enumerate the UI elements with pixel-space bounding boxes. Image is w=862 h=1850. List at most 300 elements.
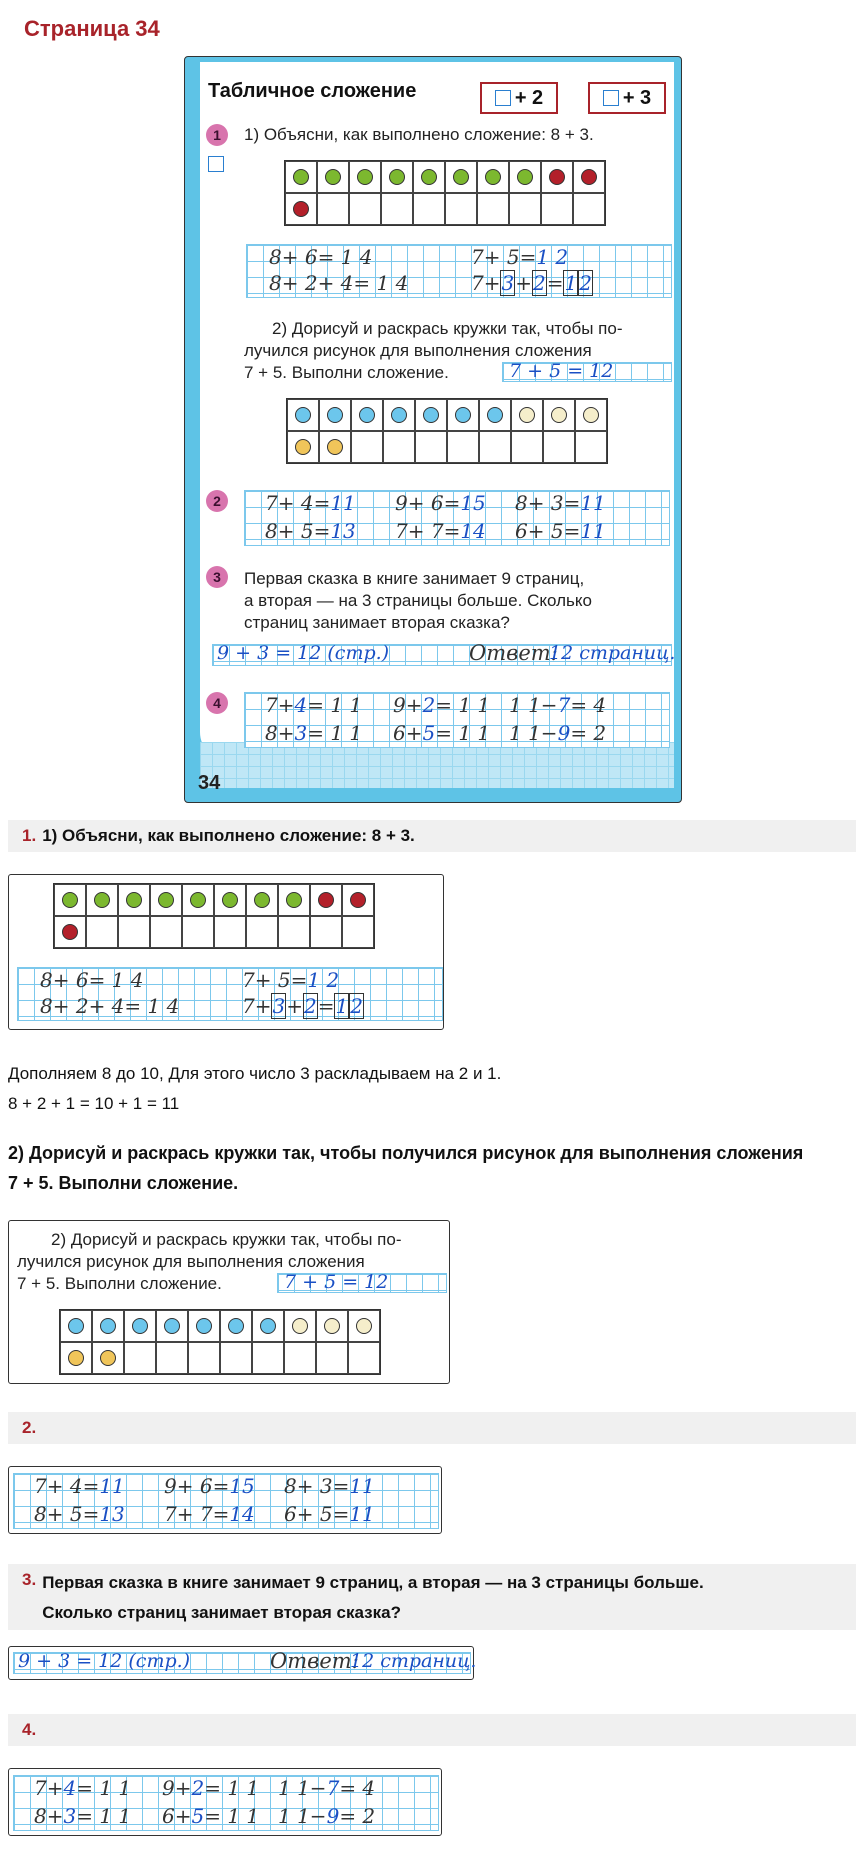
circle-green	[485, 169, 501, 185]
solution: 9 + 3 = 12 (стр.)	[217, 642, 390, 664]
frame-cell	[310, 884, 342, 916]
frame-cell	[351, 399, 383, 431]
frame-cell	[543, 431, 575, 463]
frame-cell	[317, 161, 349, 193]
frame-cell	[118, 916, 150, 948]
frame-cell	[252, 1342, 284, 1374]
ten-frame-8-plus-3	[284, 160, 606, 226]
expr: 1 1−	[509, 721, 558, 745]
question2-line2: 7 + 5. Выполни сложение.	[8, 1173, 239, 1193]
circle-blue	[260, 1318, 276, 1334]
frame-cell	[511, 399, 543, 431]
circle-green	[286, 892, 302, 908]
expr: 7+ 4=	[265, 491, 331, 515]
equation: 8+ 2+ 4= 1 4	[269, 271, 409, 295]
section1-part2-panel	[8, 1220, 450, 1384]
circle-cream	[324, 1318, 340, 1334]
answer: 1 2	[307, 968, 340, 992]
answer: 7	[557, 693, 571, 717]
expr: = 1 1	[435, 721, 491, 745]
empty-square-icon	[603, 90, 619, 106]
frame-cell	[246, 916, 278, 948]
frame-cell	[278, 884, 310, 916]
expr: 6+ 5=	[284, 1502, 350, 1526]
expr: 7+	[242, 994, 272, 1018]
equation	[265, 721, 362, 745]
explanation-line2: 8 + 2 + 1 = 10 + 1 = 11	[8, 1094, 180, 1113]
frame-cell	[445, 161, 477, 193]
task3-grid	[212, 641, 676, 666]
equation	[471, 271, 593, 295]
answer: 11	[330, 491, 356, 515]
frame-cell	[413, 193, 445, 225]
answer: 5	[422, 721, 436, 745]
frame-cell	[156, 1342, 188, 1374]
expr: 9+	[393, 693, 423, 717]
expr: =	[317, 994, 335, 1018]
frame-cell	[150, 916, 182, 948]
equation	[284, 1502, 375, 1526]
frame-cell	[220, 1310, 252, 1342]
circle-green	[126, 892, 142, 908]
explanation-line1: Дополняем 8 до 10, Для этого число 3 раскладываем на 2 и 1.	[8, 1064, 502, 1083]
equation: 8+ 6= 1 4	[40, 968, 144, 992]
task3-line3: страниц занимает вторая сказка?	[244, 613, 510, 632]
answer-box: 2	[350, 994, 363, 1018]
answer-box: 3	[272, 994, 286, 1018]
frame-cell	[349, 193, 381, 225]
frame-cell	[477, 161, 509, 193]
equation	[242, 994, 364, 1018]
equation	[515, 519, 606, 543]
circle-cream	[583, 407, 599, 423]
circle-cream	[519, 407, 535, 423]
frame-cell	[319, 431, 351, 463]
task1-question1: 1) Объясни, как выполнено сложение: 8 + 3.	[244, 125, 594, 144]
task3-line1: Первая сказка в книге занимает 9 страниц,	[244, 569, 585, 588]
circle-green	[158, 892, 174, 908]
frame-cell	[310, 916, 342, 948]
frame-cell	[445, 193, 477, 225]
circle-cream	[356, 1318, 372, 1334]
expr: = 1 1	[204, 1804, 260, 1828]
circle-green	[453, 169, 469, 185]
ten-frame-7-plus-5	[59, 1309, 381, 1375]
expr: 8+	[265, 721, 295, 745]
expr: 8+ 5=	[265, 519, 331, 543]
expr: = 1 1	[435, 693, 491, 717]
solution: 9 + 3 = 12 (стр.)	[18, 1650, 191, 1672]
task1-question2-line3: 7 + 5. Выполни сложение.	[17, 1274, 222, 1293]
circle-cream	[292, 1318, 308, 1334]
frame-cell	[413, 161, 445, 193]
equation: 8+ 2+ 4= 1 4	[40, 994, 180, 1018]
circle-green	[254, 892, 270, 908]
frame-cell	[284, 1342, 316, 1374]
answer: 14	[229, 1502, 255, 1526]
circle-green	[293, 169, 309, 185]
expr: = 1 1	[76, 1776, 132, 1800]
frame-cell	[86, 884, 118, 916]
expr: 7+ 7=	[164, 1502, 230, 1526]
circle-blue	[295, 407, 311, 423]
section-title-line2: Сколько страниц занимает вторая сказка?	[42, 1603, 401, 1622]
equation: 8+ 6= 1 4	[269, 245, 373, 269]
equation	[393, 693, 490, 717]
frame-cell	[285, 193, 317, 225]
answer: 11	[580, 519, 606, 543]
expr: = 2	[339, 1804, 376, 1828]
task2-grid	[244, 490, 670, 546]
frame-cell	[285, 161, 317, 193]
task1-question2-line1: 2) Дорисуй и раскрась кружки так, чтобы по-	[272, 319, 623, 338]
answer-box: 1	[335, 994, 349, 1018]
expr: 7+ 5=	[242, 968, 308, 992]
frame-cell	[383, 431, 415, 463]
expr: = 1 1	[76, 1804, 132, 1828]
answer: 7	[326, 1776, 340, 1800]
section-number: 4.	[22, 1720, 37, 1739]
frame-cell	[54, 884, 86, 916]
circle-blue	[164, 1318, 180, 1334]
frame-cell	[477, 193, 509, 225]
frame-cell	[252, 1310, 284, 1342]
answer: 7 + 5 = 12	[509, 360, 614, 382]
section2-image-panel	[8, 1466, 442, 1534]
ten-frame-7-plus-5	[286, 398, 608, 464]
circle-blue	[132, 1318, 148, 1334]
expr: 6+	[162, 1804, 192, 1828]
circle-cream	[551, 407, 567, 423]
expr: +	[286, 994, 303, 1018]
frame-cell	[317, 193, 349, 225]
frame-cell	[86, 916, 118, 948]
circle-red	[318, 892, 334, 908]
frame-cell	[383, 399, 415, 431]
circle-green	[325, 169, 341, 185]
equation	[395, 491, 486, 515]
equation	[265, 491, 356, 515]
frame-cell	[381, 193, 413, 225]
answer: 7 + 5 = 12	[284, 1271, 389, 1293]
section4-header	[8, 1714, 856, 1746]
equation	[164, 1474, 255, 1498]
equation	[515, 491, 606, 515]
circle-green	[357, 169, 373, 185]
circle-orange	[100, 1350, 116, 1366]
expr: 6+	[393, 721, 423, 745]
circle-red	[350, 892, 366, 908]
section3-header	[8, 1564, 856, 1630]
circle-blue	[100, 1318, 116, 1334]
task2-grid	[13, 1473, 439, 1529]
expr: +	[515, 271, 532, 295]
expr: = 4	[339, 1776, 376, 1800]
task1-grid	[17, 967, 443, 1021]
frame-cell	[509, 193, 541, 225]
frame-cell	[220, 1342, 252, 1374]
answer: 12 страниц.	[549, 642, 676, 664]
expr: 7+ 7=	[395, 519, 461, 543]
frame-cell	[150, 884, 182, 916]
answer: 4	[294, 693, 308, 717]
frame-cell	[60, 1342, 92, 1374]
expr: 8+	[34, 1804, 64, 1828]
answer: 4	[63, 1776, 77, 1800]
frame-cell	[316, 1342, 348, 1374]
answer: 14	[460, 519, 486, 543]
circle-blue	[359, 407, 375, 423]
answer: 13	[99, 1502, 125, 1526]
frame-cell	[479, 399, 511, 431]
expr: 7+	[265, 693, 295, 717]
question2-line1: 2) Дорисуй и раскрась кружки так, чтобы получился рисунок для выполнения сложения	[8, 1143, 804, 1163]
frame-cell	[575, 399, 607, 431]
expr: 8+ 5=	[34, 1502, 100, 1526]
frame-cell	[124, 1342, 156, 1374]
task1-answer-grid	[277, 1273, 447, 1293]
task1-question2-line3: 7 + 5. Выполни сложение.	[244, 363, 449, 382]
equation	[162, 1804, 259, 1828]
frame-cell	[54, 916, 86, 948]
badge-label: + 3	[622, 86, 652, 109]
task-number-3: 3	[206, 566, 228, 588]
section-title-line1: Первая сказка в книге занимает 9 страниц, а вторая — на 3 страницы больше.	[42, 1573, 704, 1592]
answer: 3	[63, 1804, 77, 1828]
frame-cell	[381, 161, 413, 193]
equation	[284, 1474, 375, 1498]
equation	[164, 1502, 255, 1526]
frame-cell	[319, 399, 351, 431]
task1-question2-line1: 2) Дорисуй и раскрась кружки так, чтобы по-	[51, 1230, 402, 1249]
expr: 1 1−	[509, 693, 558, 717]
circle-blue	[68, 1318, 84, 1334]
answer: 11	[349, 1474, 375, 1498]
expr: 8+ 3=	[515, 491, 581, 515]
section-title: 1) Объясни, как выполнено сложение: 8 + 3.	[42, 826, 415, 845]
frame-cell	[415, 399, 447, 431]
frame-cell	[287, 399, 319, 431]
circle-green	[190, 892, 206, 908]
frame-cell	[351, 431, 383, 463]
equation	[162, 1776, 259, 1800]
circle-blue	[423, 407, 439, 423]
circle-green	[62, 892, 78, 908]
circle-green	[421, 169, 437, 185]
answer: 2	[191, 1776, 205, 1800]
circle-green	[389, 169, 405, 185]
textbook-footer-grid	[200, 742, 674, 788]
section2-header	[8, 1412, 856, 1444]
answer: 11	[349, 1502, 375, 1526]
task1-question2-line2: лучился рисунок для выполнения сложения	[244, 341, 592, 360]
answer: 3	[294, 721, 308, 745]
frame-cell	[92, 1342, 124, 1374]
frame-cell	[541, 193, 573, 225]
frame-cell	[188, 1342, 220, 1374]
frame-cell	[92, 1310, 124, 1342]
task1-question2-line2: лучился рисунок для выполнения сложения	[17, 1252, 365, 1271]
topic-title: Табличное сложение	[208, 80, 417, 102]
frame-cell	[214, 884, 246, 916]
equation	[34, 1474, 125, 1498]
ten-frame-8-plus-3	[53, 883, 375, 949]
frame-cell	[124, 1310, 156, 1342]
expr: 7+	[471, 271, 501, 295]
answer: 5	[191, 1804, 205, 1828]
expr: 1 1−	[278, 1776, 327, 1800]
answer: 15	[460, 491, 486, 515]
section1-header	[8, 820, 856, 852]
badge-plus-three	[588, 82, 666, 114]
frame-cell	[246, 884, 278, 916]
answer: 9	[557, 721, 571, 745]
answer-box: 2	[579, 271, 592, 295]
frame-cell	[573, 161, 605, 193]
frame-cell	[543, 399, 575, 431]
task1-answer-grid	[502, 362, 672, 382]
circle-orange	[327, 439, 343, 455]
expr: = 1 1	[307, 721, 363, 745]
answer: 13	[330, 519, 356, 543]
section-number: 1.	[22, 826, 37, 845]
frame-cell	[348, 1342, 380, 1374]
expr: 7+ 4=	[34, 1474, 100, 1498]
textbook-page-number: 34	[198, 772, 221, 794]
frame-cell	[348, 1310, 380, 1342]
frame-cell	[60, 1310, 92, 1342]
equation	[265, 693, 362, 717]
section4-image-panel	[8, 1768, 442, 1836]
task1-grid	[246, 244, 672, 298]
answer-box: 2	[532, 271, 546, 295]
frame-cell	[182, 916, 214, 948]
circle-red	[62, 924, 78, 940]
expr: 1 1−	[278, 1804, 327, 1828]
circle-red	[549, 169, 565, 185]
equation	[278, 1776, 375, 1800]
frame-cell	[278, 916, 310, 948]
circle-blue	[196, 1318, 212, 1334]
section3-image-panel	[8, 1646, 477, 1680]
task-number-2: 2	[206, 490, 228, 512]
task-number-1: 1	[206, 124, 228, 146]
frame-cell	[287, 431, 319, 463]
page-title: Страница 34	[24, 16, 160, 41]
circle-orange	[295, 439, 311, 455]
frame-cell	[541, 161, 573, 193]
expr: 9+	[162, 1776, 192, 1800]
circle-blue	[228, 1318, 244, 1334]
answer: 15	[229, 1474, 255, 1498]
circle-blue	[455, 407, 471, 423]
equation	[34, 1776, 131, 1800]
equation	[509, 721, 606, 745]
equation	[278, 1804, 375, 1828]
frame-cell	[349, 161, 381, 193]
expr: = 1 1	[307, 693, 363, 717]
equation	[471, 245, 568, 269]
section-number: 3.	[22, 1570, 37, 1589]
frame-cell	[316, 1310, 348, 1342]
frame-cell	[188, 1310, 220, 1342]
expr: =	[546, 271, 564, 295]
task3-grid	[13, 1649, 477, 1674]
answer: 1 2	[536, 245, 569, 269]
answer: 11	[580, 491, 606, 515]
frame-cell	[447, 399, 479, 431]
frame-cell	[573, 193, 605, 225]
expr: 6+ 5=	[515, 519, 581, 543]
circle-green	[517, 169, 533, 185]
circle-blue	[327, 407, 343, 423]
frame-cell	[415, 431, 447, 463]
frame-cell	[118, 884, 150, 916]
frame-cell	[575, 431, 607, 463]
answer-box: 2	[303, 994, 317, 1018]
task4-grid	[13, 1775, 439, 1831]
circle-red	[581, 169, 597, 185]
task4-grid	[244, 692, 670, 748]
section1-image-panel	[8, 874, 444, 1030]
answer-word: Ответ:	[270, 1649, 359, 1673]
expr: 7+ 5=	[471, 245, 537, 269]
equation	[393, 721, 490, 745]
answer: 12 страниц.	[350, 1650, 477, 1672]
badge-plus-two	[480, 82, 558, 114]
expr: = 2	[570, 721, 607, 745]
circle-blue	[391, 407, 407, 423]
expr: = 4	[570, 693, 607, 717]
circle-red	[293, 201, 309, 217]
frame-cell	[511, 431, 543, 463]
empty-square-icon	[208, 156, 224, 172]
expr: = 1 1	[204, 1776, 260, 1800]
answer-word: Ответ:	[469, 641, 558, 665]
frame-cell	[342, 916, 374, 948]
equation	[395, 519, 486, 543]
circle-orange	[68, 1350, 84, 1366]
frame-cell	[284, 1310, 316, 1342]
answer: 2	[422, 693, 436, 717]
equation	[509, 693, 606, 717]
frame-cell	[182, 884, 214, 916]
equation	[34, 1502, 125, 1526]
equation	[242, 968, 339, 992]
expr: 9+ 6=	[164, 1474, 230, 1498]
frame-cell	[156, 1310, 188, 1342]
frame-cell	[447, 431, 479, 463]
badge-label: + 2	[514, 86, 544, 109]
expr: 9+ 6=	[395, 491, 461, 515]
equation	[34, 1804, 131, 1828]
equation	[265, 519, 356, 543]
answer-box: 3	[501, 271, 515, 295]
frame-cell	[509, 161, 541, 193]
frame-cell	[479, 431, 511, 463]
task-number-4: 4	[206, 692, 228, 714]
circle-blue	[487, 407, 503, 423]
section-number: 2.	[22, 1418, 37, 1437]
expr: 8+ 3=	[284, 1474, 350, 1498]
empty-square-icon	[495, 90, 511, 106]
expr: 7+	[34, 1776, 64, 1800]
answer: 9	[326, 1804, 340, 1828]
circle-green	[94, 892, 110, 908]
answer-box: 1	[564, 271, 578, 295]
answer: 11	[99, 1474, 125, 1498]
frame-cell	[342, 884, 374, 916]
